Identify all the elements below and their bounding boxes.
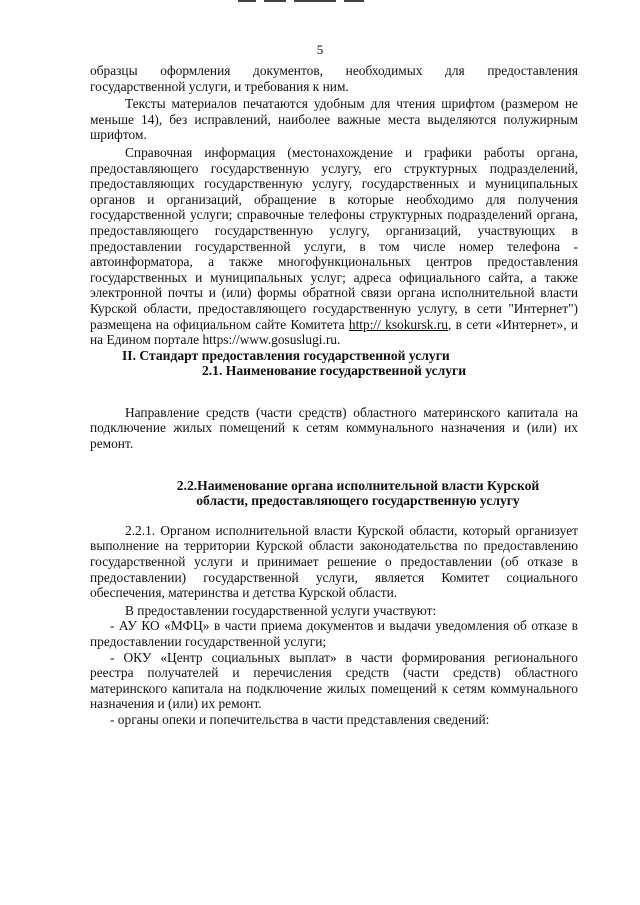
subsection-heading-2-1: 2.1. Наименование государственной услуги <box>201 363 467 379</box>
document-body <box>90 63 578 728</box>
subsection-heading-2-2-line1: 2.2.Наименование органа исполнительной власти Курской <box>176 477 540 493</box>
subsection-heading-2-2-line2: области, предоставляющего государственную услугу <box>196 493 520 509</box>
committee-site-link[interactable]: http:// ksokursk.ru <box>348 316 448 332</box>
paragraph-2-2-1: 2.2.1. Органом исполнительной власти Курской области, который организует выполнение на территории Курской области законодательства по предоставлению государственной услуги и принимает решение о предоставлении (об отказе в предоставлении) государственной услуги, является Комитет социального обеспечения, материнства и детства Курской области. <box>90 522 578 601</box>
participant-item: - ОКУ «Центр социальных выплат» в части формирования регионального реестра получателей и перечисления средств (части средств) областного материнского капитала на подключение жилых помещений к сетям коммунального назначения и (или) их ремонт. <box>90 649 578 712</box>
paragraph-reference-info <box>90 145 578 348</box>
page-number: 5 <box>316 42 324 57</box>
scan-top-marks <box>238 0 364 2</box>
reference-info-text-end: , в сети «Интернет», и на Едином портале https://www.gosuslugi.ru. <box>90 316 578 348</box>
participant-item: - органы опеки и попечительства в части представления сведений: <box>110 711 490 727</box>
paragraph-forms: образцы оформления документов, необходимых для предоставления государственной услуги, и требования к ним. <box>90 63 578 94</box>
participant-item: - АУ КО «МФЦ» в части приема документов и выдачи уведомления об отказе в предоставлении государственной услуги; <box>90 618 578 649</box>
reference-info-text: Справочная информация (местонахождение и графики работы органа, предоставляющего государственную услугу, его структурных подразделений, предоставляющих государственную услугу, государственных и муниципальных органов и организаций, обращение в которые необходимо для получения государственной услуги; справочные телефоны структурных подразделений органа, предоставляющего государственную услугу, организаций, участвующих в предоставлении государственной услуги, в том числе номер телефона - автоинформатора, а также многофункциональных центров предоставления государственных и муниципальных услуг; адреса официального сайта, а также электронной почты и (или) формы обратной связи органа исполнительной власти Курской области, предоставляющего государственную услугу, в сети "Интернет") размещена на официальном сайте Комитета <box>90 144 578 332</box>
paragraph-font-requirements: Тексты материалов печатаются удобным для чтения шрифтом (размером не меньше 14), без исправлений, наиболее важные места выделяются полужирным шрифтом. <box>90 96 578 143</box>
section-heading-standard: II. Стандарт предоставления государственной услуги <box>122 347 450 363</box>
subsection-heading-2-2 <box>90 478 578 509</box>
paragraph-service-name: Направление средств (части средств) областного материнского капитала на подключение жилых помещений к сетям коммунального назначения и (или) их ремонт. <box>90 404 578 452</box>
participants-intro: В предоставлении государственной услуги участвуют: <box>125 602 437 618</box>
